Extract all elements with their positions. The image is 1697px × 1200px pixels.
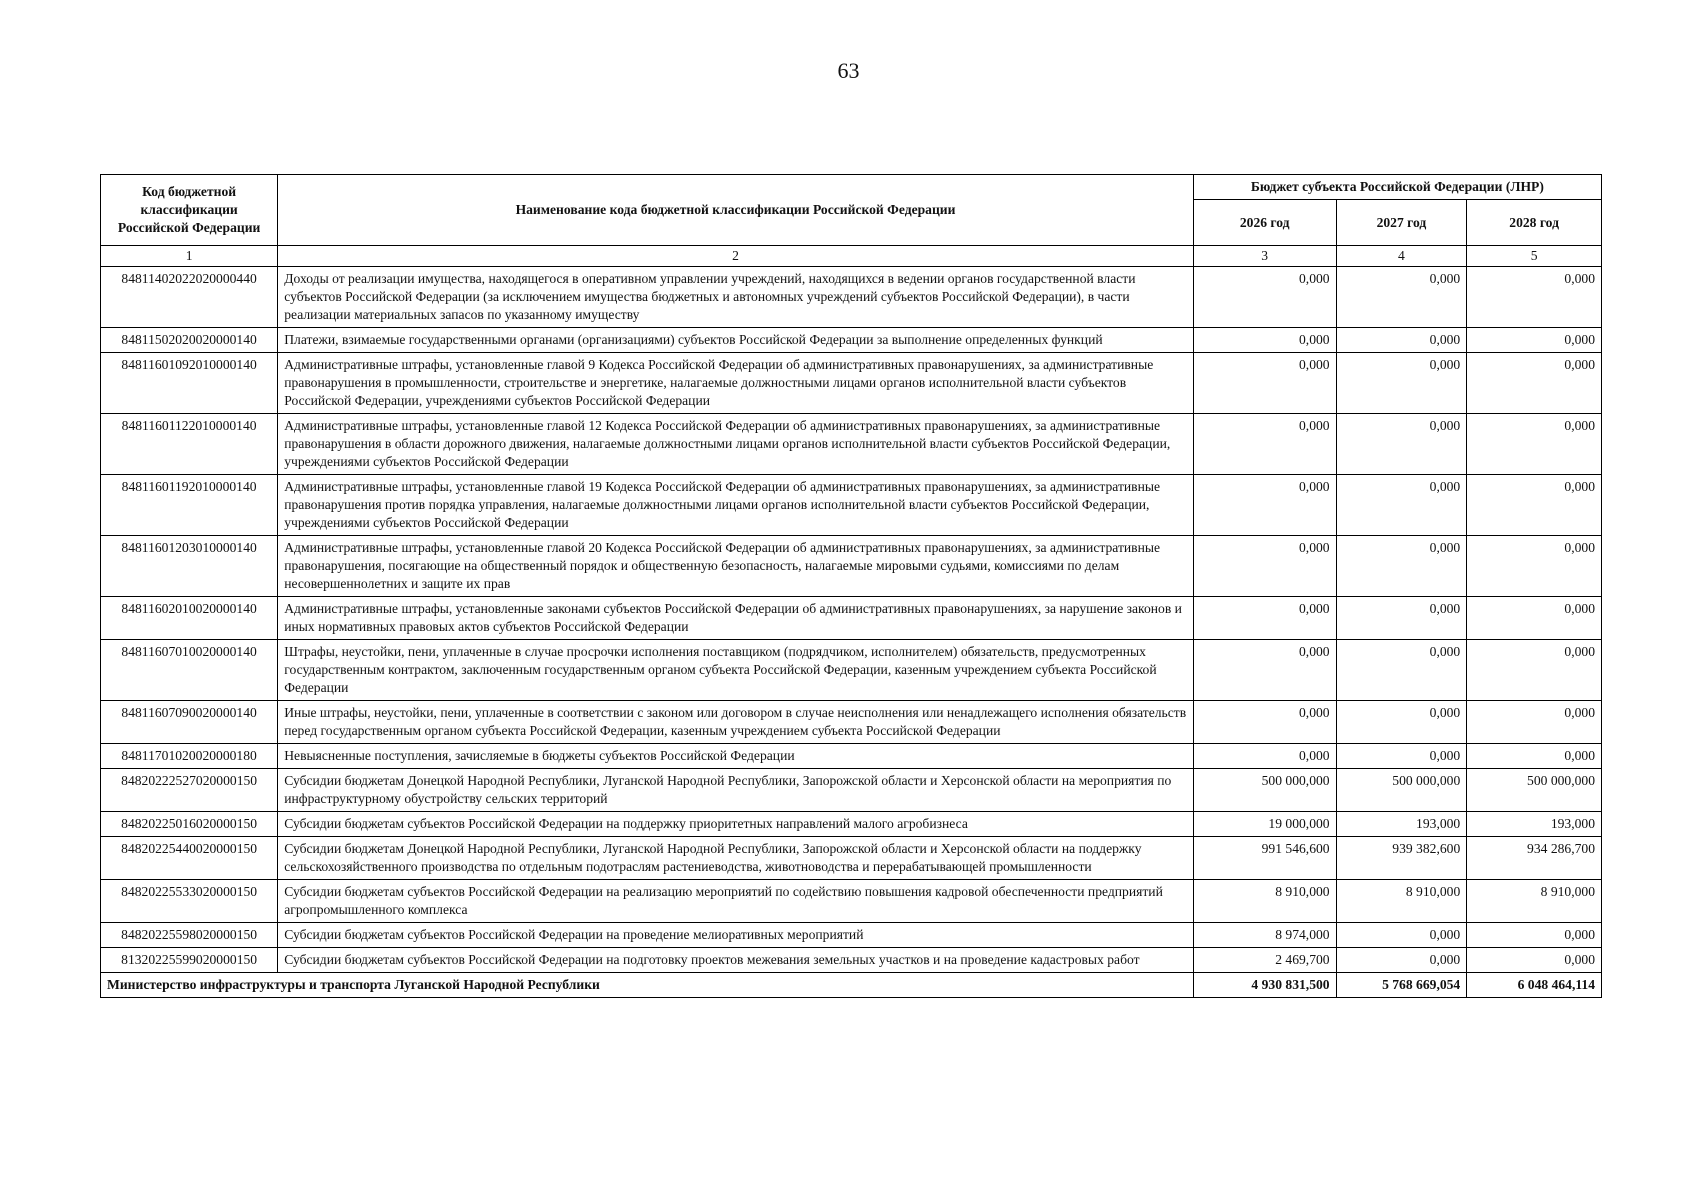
- value-2028-cell: 0,000: [1467, 923, 1602, 948]
- header-year-2027: 2027 год: [1336, 200, 1467, 246]
- value-2027-cell: 8 910,000: [1336, 880, 1467, 923]
- value-2027-cell: 500 000,000: [1336, 769, 1467, 812]
- budget-table: [100, 174, 1602, 998]
- budget-code-cell: 84811601203010000140: [101, 536, 278, 597]
- value-2028-cell: 0,000: [1467, 640, 1602, 701]
- value-2026-cell: 0,000: [1193, 597, 1336, 640]
- table-row: [101, 744, 1602, 769]
- value-2026-cell: 0,000: [1193, 744, 1336, 769]
- value-2028-cell: 0,000: [1467, 353, 1602, 414]
- value-2027-cell: 0,000: [1336, 948, 1467, 973]
- column-number: 3: [1193, 246, 1336, 267]
- total-value-2028: 6 048 464,114: [1467, 973, 1602, 998]
- value-2026-cell: 8 910,000: [1193, 880, 1336, 923]
- budget-code-cell: 84811402022020000440: [101, 267, 278, 328]
- value-2026-cell: 2 469,700: [1193, 948, 1336, 973]
- table-row: [101, 948, 1602, 973]
- table-row: [101, 880, 1602, 923]
- total-value-2026: 4 930 831,500: [1193, 973, 1336, 998]
- value-2027-cell: 0,000: [1336, 328, 1467, 353]
- classification-name-cell: Платежи, взимаемые государственными органами (организациями) субъектов Российской Федерации за выполнение определенных функций: [278, 328, 1194, 353]
- value-2026-cell: 991 546,600: [1193, 837, 1336, 880]
- value-2026-cell: 0,000: [1193, 536, 1336, 597]
- classification-name-cell: Административные штрафы, установленные главой 20 Кодекса Российской Федерации об административных правонарушениях, за административные правонарушения, посягающие на общественный порядок и общественную безопасность, налагаемые мировыми судьями, комиссиями по делам несовершеннолетних и защите их прав: [278, 536, 1194, 597]
- value-2028-cell: 0,000: [1467, 744, 1602, 769]
- budget-code-cell: 84820222527020000150: [101, 769, 278, 812]
- classification-name-cell: Субсидии бюджетам Донецкой Народной Республики, Луганской Народной Республики, Запорожской области и Херсонской области на поддержку сельскохозяйственного производства по отдельным подотраслям растениеводства, животноводства и перерабатывающей промышленности: [278, 837, 1194, 880]
- table-row: [101, 328, 1602, 353]
- value-2027-cell: 0,000: [1336, 414, 1467, 475]
- classification-name-cell: Административные штрафы, установленные главой 9 Кодекса Российской Федерации об административных правонарушениях, за административные правонарушения в промышленности, строительстве и энергетике, налагаемые должностными лицами органов исполнительной власти субъектов Российской Федерации, учреждениями субъектов Российской Федерации: [278, 353, 1194, 414]
- budget-code-cell: 84820225440020000150: [101, 837, 278, 880]
- table-row: [101, 414, 1602, 475]
- budget-code-cell: 84811607010020000140: [101, 640, 278, 701]
- value-2027-cell: 0,000: [1336, 267, 1467, 328]
- classification-name-cell: Субсидии бюджетам субъектов Российской Федерации на поддержку приоритетных направлений малого агробизнеса: [278, 812, 1194, 837]
- value-2026-cell: 0,000: [1193, 414, 1336, 475]
- value-2028-cell: 0,000: [1467, 328, 1602, 353]
- table-row: [101, 353, 1602, 414]
- value-2027-cell: 0,000: [1336, 923, 1467, 948]
- value-2027-cell: 0,000: [1336, 353, 1467, 414]
- table-row: [101, 837, 1602, 880]
- value-2026-cell: 500 000,000: [1193, 769, 1336, 812]
- column-number: 1: [101, 246, 278, 267]
- budget-code-cell: 84811602010020000140: [101, 597, 278, 640]
- header-name-column: Наименование кода бюджетной классификации Российской Федерации: [278, 175, 1194, 246]
- column-number: 2: [278, 246, 1194, 267]
- value-2028-cell: 0,000: [1467, 414, 1602, 475]
- column-number: 5: [1467, 246, 1602, 267]
- budget-code-cell: 84811601122010000140: [101, 414, 278, 475]
- value-2027-cell: 0,000: [1336, 744, 1467, 769]
- classification-name-cell: Субсидии бюджетам Донецкой Народной Республики, Луганской Народной Республики, Запорожской области и Херсонской области на мероприятия по инфраструктурному обустройству сельских территорий: [278, 769, 1194, 812]
- value-2028-cell: 0,000: [1467, 701, 1602, 744]
- value-2028-cell: 0,000: [1467, 597, 1602, 640]
- value-2026-cell: 0,000: [1193, 475, 1336, 536]
- table-row: [101, 536, 1602, 597]
- value-2028-cell: 0,000: [1467, 475, 1602, 536]
- classification-name-cell: Субсидии бюджетам субъектов Российской Федерации на подготовку проектов межевания земельных участков и на проведение кадастровых работ: [278, 948, 1194, 973]
- value-2026-cell: 0,000: [1193, 328, 1336, 353]
- table-row: [101, 923, 1602, 948]
- table-row: [101, 701, 1602, 744]
- value-2027-cell: 939 382,600: [1336, 837, 1467, 880]
- budget-code-cell: 84820225598020000150: [101, 923, 278, 948]
- classification-name-cell: Доходы от реализации имущества, находящегося в оперативном управлении учреждений, находящихся в ведении органов государственной власти субъектов Российской Федерации (за исключением имущества бюджетных и автономных учреждений субъектов Российской Федерации), в части реализации материальных запасов по указанному имуществу: [278, 267, 1194, 328]
- column-number: 4: [1336, 246, 1467, 267]
- value-2026-cell: 0,000: [1193, 640, 1336, 701]
- value-2028-cell: 0,000: [1467, 267, 1602, 328]
- value-2028-cell: 0,000: [1467, 948, 1602, 973]
- total-value-2027: 5 768 669,054: [1336, 973, 1467, 998]
- classification-name-cell: Невыясненные поступления, зачисляемые в бюджеты субъектов Российской Федерации: [278, 744, 1194, 769]
- value-2027-cell: 0,000: [1336, 640, 1467, 701]
- value-2027-cell: 0,000: [1336, 536, 1467, 597]
- classification-name-cell: Иные штрафы, неустойки, пени, уплаченные в соответствии с законом или договором в случае неисполнения или ненадлежащего исполнения обязательств перед государственным органом субъекта Российской Федерации, казенным учреждением субъекта Российской Федерации: [278, 701, 1194, 744]
- total-label: Министерство инфраструктуры и транспорта Луганской Народной Республики: [101, 973, 1194, 998]
- classification-name-cell: Субсидии бюджетам субъектов Российской Федерации на проведение мелиоративных мероприятий: [278, 923, 1194, 948]
- table-row: [101, 640, 1602, 701]
- value-2026-cell: 0,000: [1193, 701, 1336, 744]
- value-2028-cell: 500 000,000: [1467, 769, 1602, 812]
- table-row: [101, 769, 1602, 812]
- column-number-row: [101, 246, 1602, 267]
- value-2026-cell: 8 974,000: [1193, 923, 1336, 948]
- value-2027-cell: 0,000: [1336, 597, 1467, 640]
- value-2028-cell: 934 286,700: [1467, 837, 1602, 880]
- budget-code-cell: 84820225016020000150: [101, 812, 278, 837]
- value-2028-cell: 0,000: [1467, 536, 1602, 597]
- value-2028-cell: 193,000: [1467, 812, 1602, 837]
- classification-name-cell: Административные штрафы, установленные главой 19 Кодекса Российской Федерации об административных правонарушениях, за административные правонарушения против порядка управления, налагаемые должностными лицами органов исполнительной власти субъектов Российской Федерации, учреждениями субъектов Российской Федерации: [278, 475, 1194, 536]
- budget-code-cell: 84811502020020000140: [101, 328, 278, 353]
- header-year-2028: 2028 год: [1467, 200, 1602, 246]
- page-number: 63: [837, 58, 860, 83]
- value-2027-cell: 0,000: [1336, 475, 1467, 536]
- table-row: [101, 267, 1602, 328]
- classification-name-cell: Субсидии бюджетам субъектов Российской Федерации на реализацию мероприятий по содействию повышения кадровой обеспеченности предприятий агропромышленного комплекса: [278, 880, 1194, 923]
- total-row: [101, 973, 1602, 998]
- budget-code-cell: 81320225599020000150: [101, 948, 278, 973]
- value-2028-cell: 8 910,000: [1467, 880, 1602, 923]
- table-row: [101, 597, 1602, 640]
- value-2026-cell: 19 000,000: [1193, 812, 1336, 837]
- table-row: [101, 475, 1602, 536]
- budget-code-cell: 84820225533020000150: [101, 880, 278, 923]
- header-code-column: Код бюджетной классификации Российской Федерации: [101, 175, 278, 246]
- table-row: [101, 812, 1602, 837]
- value-2027-cell: 193,000: [1336, 812, 1467, 837]
- header-year-2026: 2026 год: [1193, 200, 1336, 246]
- budget-code-cell: 84811601092010000140: [101, 353, 278, 414]
- classification-name-cell: Административные штрафы, установленные главой 12 Кодекса Российской Федерации об административных правонарушениях, за административные правонарушения в области дорожного движения, налагаемые должностными лицами органов исполнительной власти субъектов Российской Федерации, учреждениями субъектов Российской Федерации: [278, 414, 1194, 475]
- budget-code-cell: 84811701020020000180: [101, 744, 278, 769]
- header-budget-group: Бюджет субъекта Российской Федерации (ЛНР): [1193, 175, 1601, 200]
- value-2026-cell: 0,000: [1193, 267, 1336, 328]
- value-2027-cell: 0,000: [1336, 701, 1467, 744]
- budget-code-cell: 84811607090020000140: [101, 701, 278, 744]
- value-2026-cell: 0,000: [1193, 353, 1336, 414]
- budget-code-cell: 84811601192010000140: [101, 475, 278, 536]
- classification-name-cell: Штрафы, неустойки, пени, уплаченные в случае просрочки исполнения поставщиком (подрядчиком, исполнителем) обязательств, предусмотренных государственным контрактом, заключенным государственным органом субъекта Российской Федерации, казенным учреждением субъекта Российской Федерации: [278, 640, 1194, 701]
- classification-name-cell: Административные штрафы, установленные законами субъектов Российской Федерации об административных правонарушениях, за нарушение законов и иных нормативных правовых актов субъектов Российской Федерации: [278, 597, 1194, 640]
